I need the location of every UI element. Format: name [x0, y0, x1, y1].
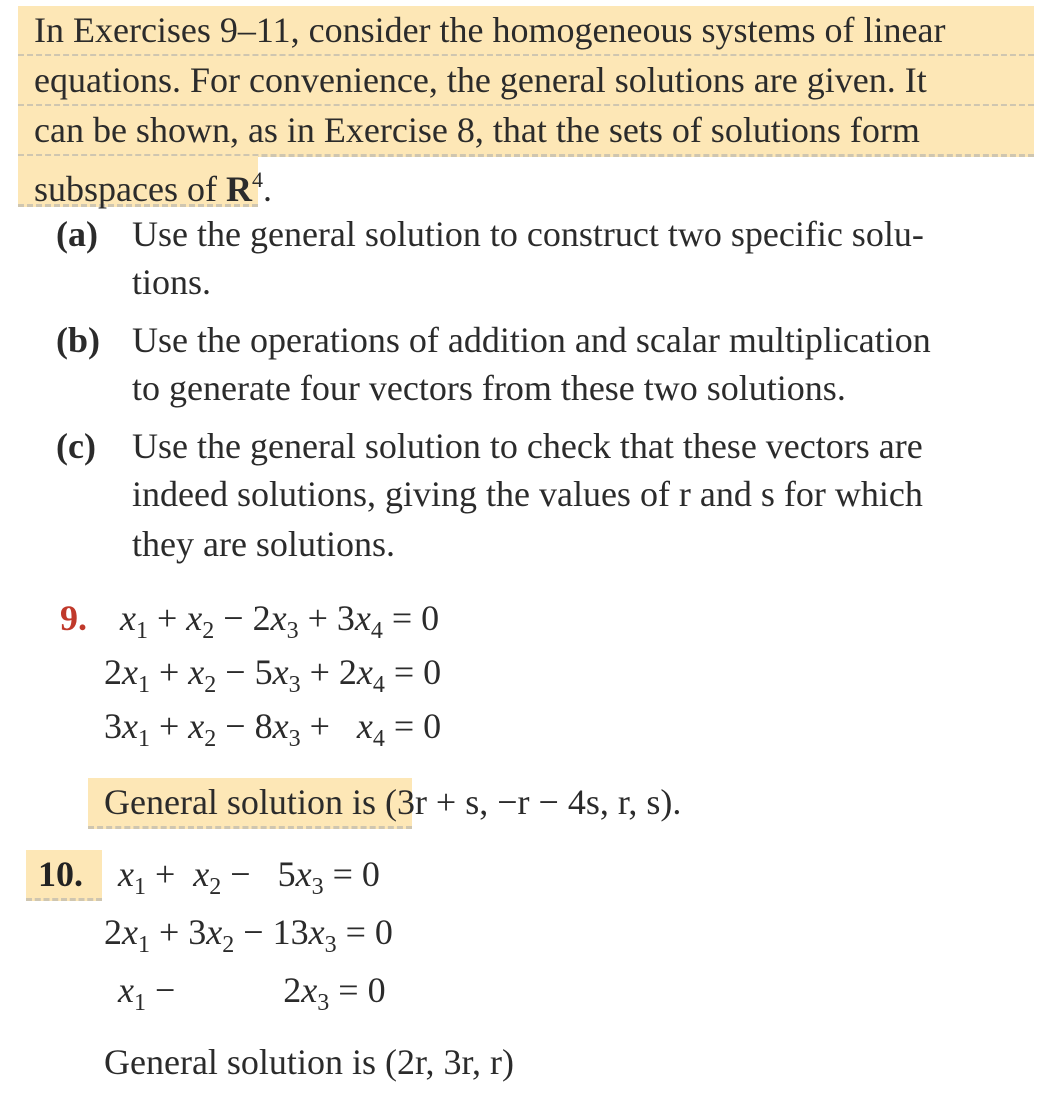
item-a-line-2: tions. [132, 262, 212, 302]
intro-line-4-text: subspaces of [34, 169, 226, 209]
intro-line-4 [34, 156, 272, 213]
ex10-general-solution: General solution is (2r, 3r, r) [104, 1042, 515, 1082]
exercise-10-number: 10. [38, 854, 83, 894]
item-c-line-3: they are solutions. [132, 524, 395, 564]
ex10-equation-2: $2x_1 + 3x_2 - 13x_3 = 0$ [104, 912, 393, 958]
item-c-line-2: indeed solutions, giving the values of r and s for which [132, 474, 923, 514]
item-c-line-1: Use the general solution to check that these vectors are [132, 426, 923, 466]
item-label-b: (b) [56, 320, 100, 360]
item-label-c: (c) [56, 426, 96, 466]
real-space-symbol: R [225, 169, 252, 209]
intro-line-1: In Exercises 9–11, consider the homogeneous systems of linear [34, 10, 946, 50]
intro-line-3: can be shown, as in Exercise 8, that the sets of solutions form [34, 110, 920, 150]
intro-line-2: equations. For convenience, the general solutions are given. It [34, 60, 927, 100]
ex9-equation-3: $3x_1 + x_2 - 8x_3 + x_4 = 0$ [104, 706, 442, 752]
ex9-general-solution: General solution is (3r + s, −r − 4s, r, s). [104, 782, 682, 822]
ex9-equation-2: $2x_1 + x_2 - 5x_3 + 2x_4 = 0$ [104, 652, 442, 698]
intro-line-4-end: . [262, 169, 272, 209]
item-label-a: (a) [56, 214, 98, 254]
ex10-equation-1: $x_1 + x_2 - 5x_3 = 0$ [118, 854, 380, 900]
ex9-equation-1: $x_1 + x_2 - 2x_3 + 3x_4 = 0$ [120, 598, 440, 644]
ex10-equation-3: $x_1$ − $2x_3 = 0$ [118, 970, 386, 1016]
exercise-9-number: 9. [60, 598, 87, 638]
real-space-exponent: 4 [251, 167, 263, 192]
item-b-line-1: Use the operations of addition and scalar multiplication [132, 320, 931, 360]
item-a-line-1: Use the general solution to construct two specific solu- [132, 214, 924, 254]
item-b-line-2: to generate four vectors from these two solutions. [132, 368, 846, 408]
